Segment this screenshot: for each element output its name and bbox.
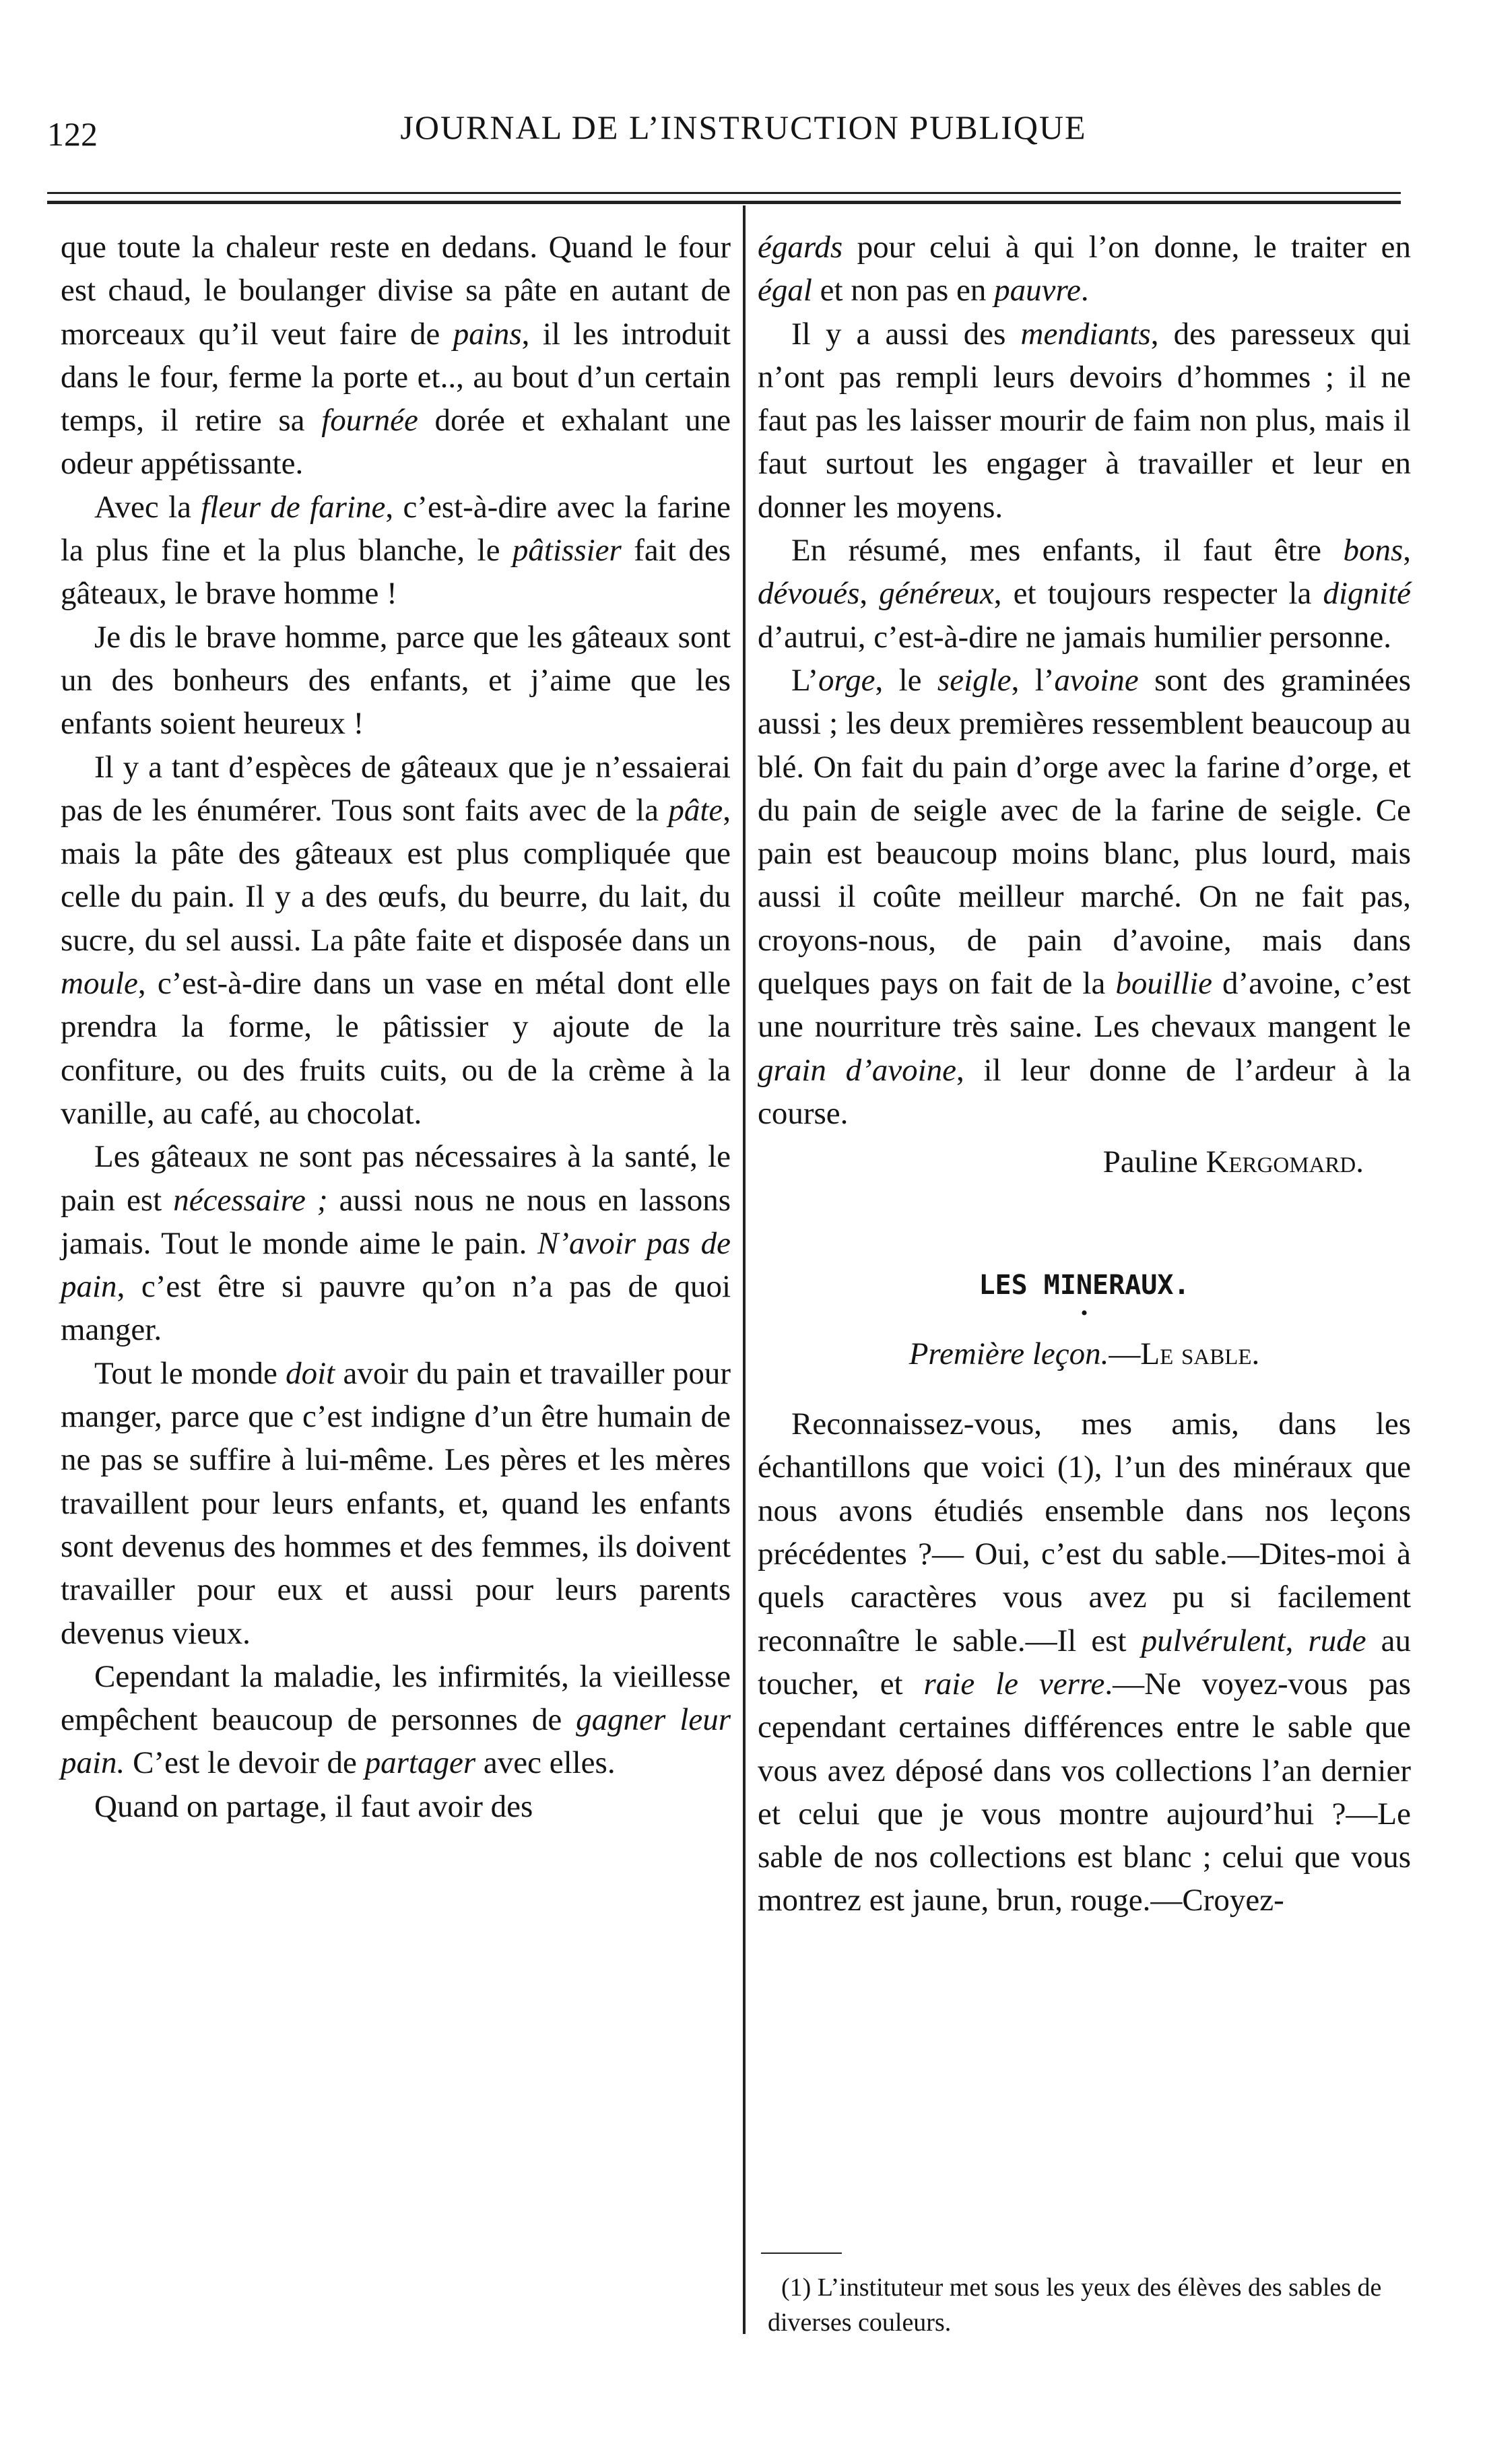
- page-header: [47, 108, 1399, 162]
- paragraph: L’orge, le seigle, l’avoine sont des graminées aussi ; les deux premières ressemblent beaucoup au blé. On fait du pain d’orge avec la farine d’orge, et du pain de seigle avec de la farine de seigle. Ce pain est beaucoup moins blanc, plus lourd, mais aussi il coûte meilleur marché. On ne fait pas, croyons-nous, de pain d’avoine, mais dans quelques pays on fait de la bouillie d’avoine, c’est une nourriture très saine. Les chevaux mangent le grain d’avoine, il leur donne de l’ardeur à la course.: [758, 662, 1412, 1131]
- right-column: [758, 226, 1411, 1922]
- paragraph: Cependant la maladie, les infirmités, la vieillesse empêchent beaucoup de personnes de gagner leur pain. C’est le devoir de partager avec elles.: [61, 1658, 731, 1781]
- journal-title: JOURNAL DE L’INSTRUCTION PUBLIQUE: [400, 108, 1087, 146]
- paragraph: Quand on partage, il faut avoir des: [94, 1788, 533, 1824]
- header-rule-thick: [47, 201, 1401, 204]
- page-number: 122: [47, 115, 98, 153]
- separator-dot: •: [1080, 1301, 1088, 1324]
- paragraph: que toute la chaleur reste en dedans. Quand le four est chaud, le boulanger divise sa pâte en autant de morceaux qu’il veut faire de pains, il les introduit dans le four, ferme la porte et.., au bout d’un certain temps, il retire sa fournée dorée et exhalant une odeur appétissante.: [61, 230, 731, 482]
- paragraph: Les gâteaux ne sont pas nécessaires à la santé, le pain est nécessaire ; aussi nous ne nous en lassons jamais. Tout le monde aime le pain. N’avoir pas de pain, c’est être si pauvre qu’on n’a pas de quoi manger.: [61, 1139, 731, 1348]
- footnote-rule: [761, 2252, 842, 2254]
- paragraph: Il y a aussi des mendiants, des paresseux qui n’ont pas rempli leurs devoirs d’hommes ; il ne faut pas les laisser mourir de faim non plus, mais il faut surtout les engager à travailler et leur en donner les moyens.: [758, 316, 1411, 525]
- header-rule: [47, 192, 1401, 194]
- author-signature: Pauline Kergomard.: [1102, 1144, 1364, 1180]
- column-divider: [743, 205, 746, 2334]
- paragraph: Je dis le brave homme, parce que les gâteaux sont un des bonheurs des enfants, et j’aime que les enfants soient heureux !: [61, 619, 731, 742]
- section-title: LES MINERAUX.: [979, 1269, 1190, 1301]
- paragraph: Reconnaissez-vous, mes amis, dans les échantillons que voici (1), l’un des minéraux que nous avons étudiés ensemble dans nos leçons précédentes ?— Oui, c’est du sable.—Dites-moi à quels caractères vous avez pu si facilement reconnaître le sable.—Il est pulvérulent, rude au toucher, et raie le verre.—Ne voyez-vous pas cependant certaines différences entre le sable que vous avez déposé dans vos collections l’an dernier et celui que je vous montre aujourd’hui ?—Le sable de nos collections est blanc ; celui que vous montrez est jaune, brun, rouge.—Croyez-: [758, 1406, 1411, 1918]
- paragraph: Tout le monde doit avoir du pain et travailler pour manger, parce que c’est indigne d’un être humain de ne pas se suffire à lui-même. Les pères et les mères travaillent pour leurs enfants, et, quand les enfants sont devenus des hommes et des femmes, ils doivent travailler pour eux et aussi pour leurs parents devenus vieux.: [61, 1355, 731, 1651]
- paragraph: égards pour celui à qui l’on donne, le traiter en égal et non pas en pauvre.: [758, 230, 1411, 309]
- paragraph: Il y a tant d’espèces de gâteaux que je n’essaierai pas de les énumérer. Tous sont faits avec de la pâte, mais la pâte des gâteaux est plus compliquée que celle du pain. Il y a des œufs, du beurre, du lait, du sucre, du sel aussi. La pâte faite et disposée dans un moule, c’est-à-dire dans un vase en métal dont elle prendra la forme, le pâtissier y ajoute de la confiture, ou des fruits cuits, ou de la crème à la vanille, au café, au chocolat.: [61, 749, 731, 1131]
- section-subtitle: Première leçon.—Le sable.: [908, 1336, 1260, 1371]
- left-column: [61, 226, 731, 1828]
- paragraph: Avec la fleur de farine, c’est-à-dire avec la farine la plus fine et la plus blanche, le pâtissier fait des gâteaux, le brave homme !: [61, 489, 731, 612]
- paragraph: En résumé, mes enfants, il faut être bons, dévoués, généreux, et toujours respecter la dignité d’autrui, c’est-à-dire ne jamais humilier personne.: [758, 533, 1412, 655]
- footnote: (1) L’instituteur met sous les yeux des élèves des sables de diverses couleurs.: [768, 2273, 1382, 2337]
